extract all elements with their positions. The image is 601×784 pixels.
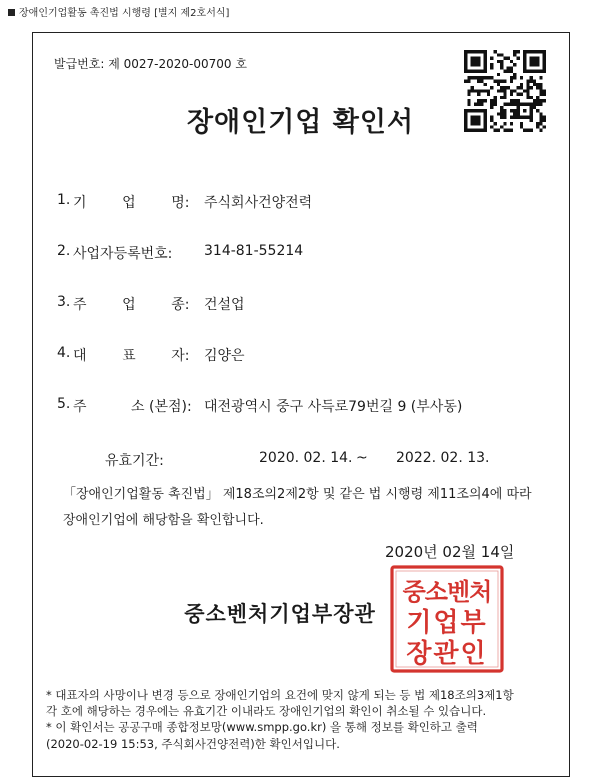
note-1-line-2: 각 호에 해당하는 경우에는 유효기간 이내라도 장애인기업의 확인이 취소될 수 있습니다. — [46, 704, 487, 718]
validity-end: 2022. 02. 13. — [396, 450, 490, 466]
validity-start: 2020. 02. 14. — [259, 450, 353, 466]
issuer-name: 중소벤처기업부장관 — [184, 602, 376, 626]
validity-label: 유효기간: — [105, 453, 164, 469]
svg-text:중소벤처: 중소벤처 — [402, 578, 492, 606]
field-business-number-value: 314-81-55214 — [204, 243, 304, 259]
form-header-text: 장애인기업활동 촉진법 시행령 [별지 제2호서식] — [19, 8, 230, 19]
form-header — [8, 4, 229, 19]
note-1-line-1: * 대표자의 사망이나 변경 등으로 장애인기업의 요건에 맞지 않게 되는 등 법 제18조의3제1항 — [46, 688, 514, 702]
statement-line-2: 장애인기업에 해당함을 확인합니다. — [63, 513, 264, 528]
field-business-type-value: 건설업 — [204, 297, 245, 313]
field-4-num: 4. — [57, 345, 71, 361]
field-address-label: 주 소 (본점): — [73, 399, 192, 415]
field-company-name-value: 주식회사건양전력 — [204, 195, 313, 211]
validity-tilde: ~ — [356, 450, 368, 466]
field-company-name-label: 기 업 명: — [73, 195, 190, 211]
issue-date: 2020년 02월 14일 — [385, 543, 515, 561]
field-3-num: 3. — [57, 294, 71, 310]
field-1-num: 1. — [57, 192, 71, 208]
note-2-line-1: * 이 확인서는 공공구매 종합정보망(www.smpp.go.kr) 을 통해 정보를 확인하고 출력 — [46, 720, 478, 734]
field-address-value: 대전광역시 중구 사득로79번길 9 (부사동) — [204, 399, 463, 415]
svg-text:기업부: 기업부 — [406, 608, 488, 638]
svg-text:장관인: 장관인 — [406, 639, 488, 669]
document-title: 장애인기업 확인서 — [186, 107, 415, 138]
field-business-number-label: 사업자등록번호: — [73, 246, 173, 262]
note-2-line-2: (2020-02-19 15:53, 주식회사건양전력)한 확인서입니다. — [46, 737, 340, 751]
field-representative-label: 대 표 자: — [73, 348, 190, 364]
field-representative-value: 김양은 — [204, 348, 245, 364]
square-bullet-icon — [8, 9, 15, 16]
statement-line-1: 「장애인기업활동 촉진법」 제18조의2제2항 및 같은 법 시행령 제11조의4에 따라 — [63, 487, 532, 502]
field-business-type-label: 주 업 종: — [73, 297, 190, 313]
field-2-num: 2. — [57, 243, 71, 259]
issue-number: 발급번호: 제 0027-2020-00700 호 — [54, 57, 247, 71]
field-5-num: 5. — [57, 396, 71, 412]
